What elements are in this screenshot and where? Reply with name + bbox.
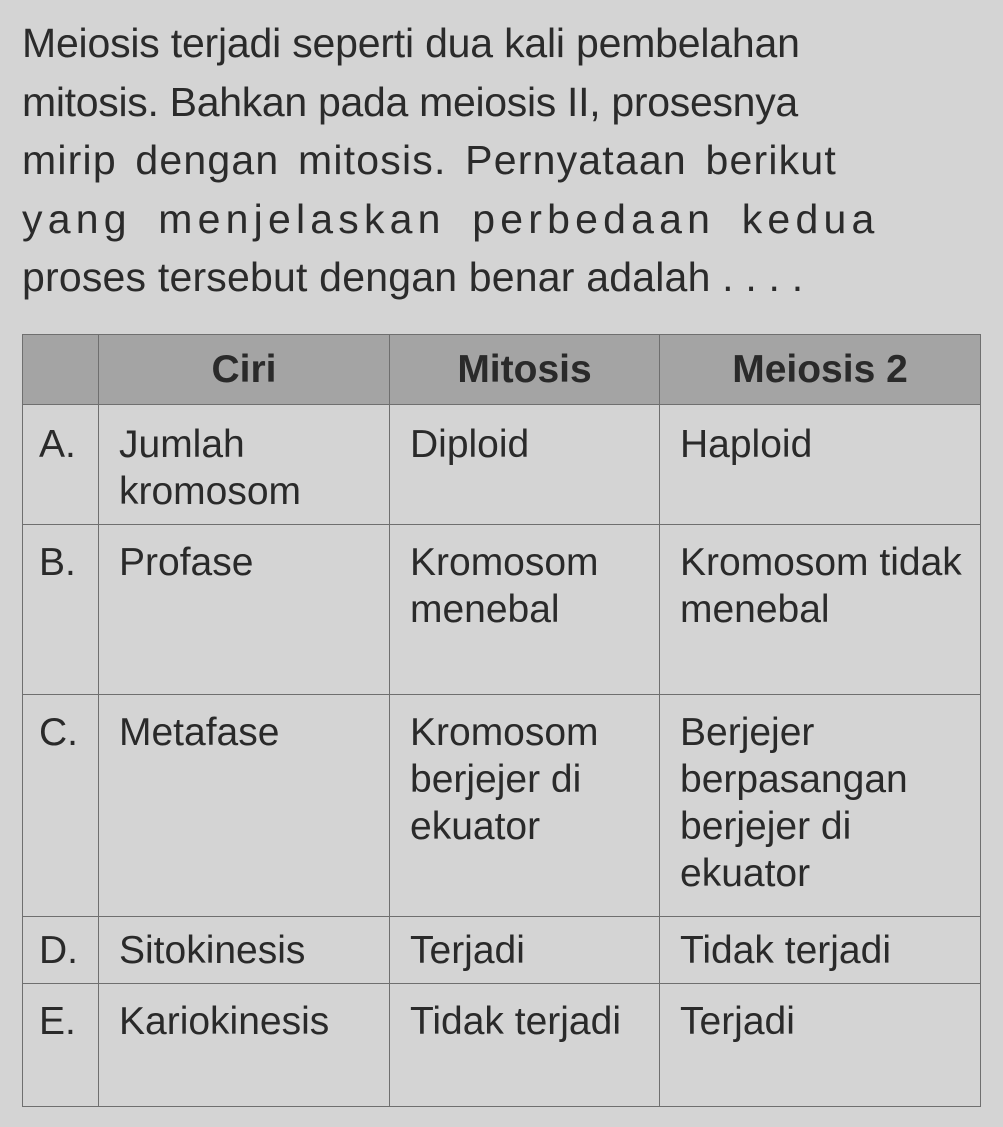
cell-ciri: Jumlah kromosom [99, 405, 390, 525]
option-letter: B. [23, 525, 99, 695]
answer-options-table [22, 334, 981, 1107]
question-line: proses tersebut dengan benar adalah . . . . [22, 254, 804, 300]
table-row-option-a[interactable] [23, 405, 981, 525]
header-ciri: Ciri [99, 335, 390, 405]
option-letter: D. [23, 917, 99, 984]
option-letter: C. [23, 695, 99, 917]
cell-ciri: Profase [99, 525, 390, 695]
option-letter: E. [23, 984, 99, 1107]
table-row-option-e[interactable] [23, 984, 981, 1107]
header-option-letter [23, 335, 99, 405]
question-line: yang menjelaskan perbedaan kedua [22, 195, 880, 242]
cell-ciri: Sitokinesis [99, 917, 390, 984]
cell-mitosis: Kromosom menebal [390, 525, 660, 695]
table-row-option-b[interactable] [23, 525, 981, 695]
question-line: Meiosis terjadi seperti dua kali pembelahan [22, 20, 800, 66]
question-text [22, 14, 942, 307]
cell-meiosis: Terjadi [660, 984, 981, 1107]
table-row-option-c[interactable] [23, 695, 981, 917]
header-mitosis: Mitosis [390, 335, 660, 405]
table-row-option-d[interactable] [23, 917, 981, 984]
table-header-row [23, 335, 981, 405]
cell-meiosis: Berjejer berpasangan berjejer di ekuator [660, 695, 981, 917]
cell-mitosis: Kromosom berjejer di ekuator [390, 695, 660, 917]
cell-meiosis: Haploid [660, 405, 981, 525]
cell-ciri: Kariokinesis [99, 984, 390, 1107]
cell-mitosis: Diploid [390, 405, 660, 525]
question-line: mirip dengan mitosis. Pernyataan berikut [22, 137, 837, 183]
cell-meiosis: Kromosom tidak menebal [660, 525, 981, 695]
cell-ciri: Metafase [99, 695, 390, 917]
header-meiosis: Meiosis 2 [660, 335, 981, 405]
cell-mitosis: Terjadi [390, 917, 660, 984]
cell-mitosis: Tidak terjadi [390, 984, 660, 1107]
cell-meiosis: Tidak terjadi [660, 917, 981, 984]
option-letter: A. [23, 405, 99, 525]
question-line: mitosis. Bahkan pada meiosis II, prosesnya [22, 78, 798, 125]
